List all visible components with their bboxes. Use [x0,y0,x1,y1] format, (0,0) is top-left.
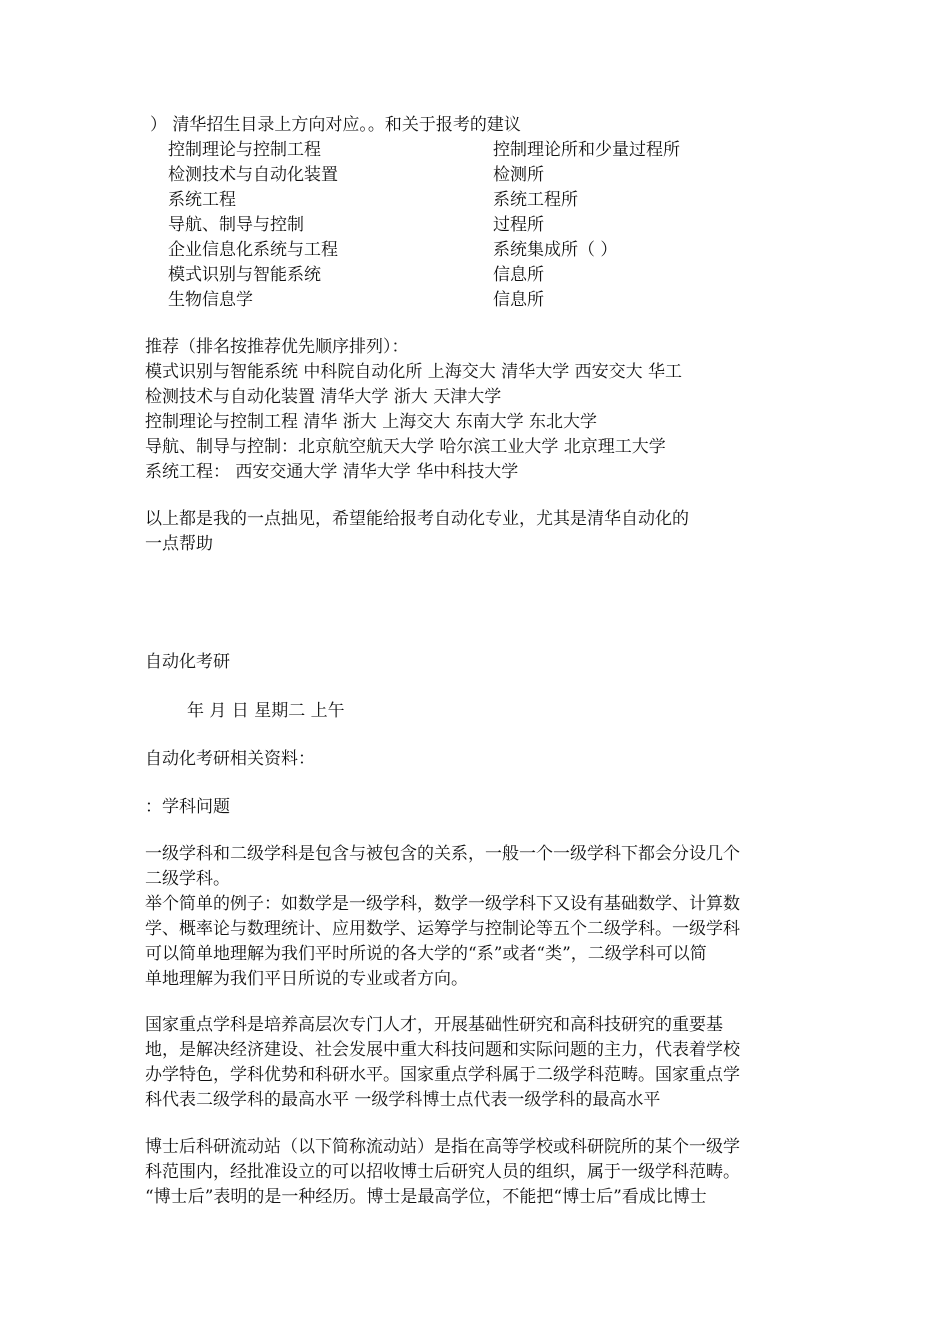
direction-name: 模式识别与智能系统 [168,265,321,285]
date-line: 年 月 日 星期二 上午 [187,701,345,721]
recommend-heading: 推荐（排名按推荐优先顺序排列）： [145,337,409,357]
direction-name: 系统工程 [168,190,236,210]
paragraph-postdoc [145,1135,740,1210]
direction-name: 检测技术与自动化装置 [168,165,338,185]
paragraph-subject-levels [145,842,740,992]
paragraph-line: 科代表二级学科的最高水平 一级学科博士点代表一级学科的最高水平 [145,1090,661,1110]
institute-name: 过程所 [493,215,544,235]
paragraph-line: 可以简单地理解为我们平时所说的各大学的“系”或者“类”，二级学科可以简 [145,944,707,964]
recommend-line: 模式识别与智能系统 中科院自动化所 上海交大 清华大学 西安交大 华工 [145,362,683,382]
closing-line: 一点帮助 [145,534,213,554]
recommend-line: 控制理论与控制工程 清华 浙大 上海交大 东南大学 东北大学 [145,412,598,432]
paragraph-line: 国家重点学科是培养高层次专门人才，开展基础性研究和高科技研究的重要基 [145,1015,723,1035]
section-title: 自动化考研 [145,652,230,672]
paragraph-line: 地，是解决经济建设、社会发展中重大科技问题和实际问题的主力，代表着学校 [145,1040,740,1060]
paragraph-line: 举个简单的例子：如数学是一级学科，数学一级学科下又设有基础数学、计算数 [145,894,740,914]
paragraph-line: 科范围内，经批准设立的可以招收博士后研究人员的组织，属于一级学科范畴。 [145,1162,740,1182]
institute-name: 系统工程所 [493,190,578,210]
institute-name: 检测所 [493,165,544,185]
direction-name: 企业信息化系统与工程 [168,240,338,260]
recommend-line: 导航、制导与控制：北京航空航天大学 哈尔滨工业大学 北京理工大学 [145,437,666,457]
paragraph-line: 办学特色，学科优势和科研水平。国家重点学科属于二级学科范畴。国家重点学 [145,1065,740,1085]
paragraph-line: 一级学科和二级学科是包含与被包含的关系，一般一个一级学科下都会分设几个 [145,844,740,864]
paragraph-line: “博士后”表明的是一种经历。博士是最高学位，不能把“博士后”看成比博士 [145,1187,707,1207]
recommend-line: 系统工程： 西安交通大学 清华大学 华中科技大学 [145,462,519,482]
paragraph-line: 单地理解为我们平日所说的专业或者方向。 [145,969,468,989]
institute-name: 系统集成所（ ） [493,240,618,260]
institute-name: 信息所 [493,265,544,285]
direction-name: 控制理论与控制工程 [168,140,321,160]
closing-line: 以上都是我的一点拙见，希望能给报考自动化专业，尤其是清华自动化的 [145,509,689,529]
direction-name: 导航、制导与控制 [168,215,304,235]
topic-heading: ：学科问题 [145,797,230,817]
paragraph-key-disciplines [145,1013,740,1113]
recommend-line: 检测技术与自动化装置 清华大学 浙大 天津大学 [145,387,502,407]
section-subtitle: 自动化考研相关资料： [145,749,315,769]
paragraph-line: 二级学科。 [145,869,230,889]
institute-name: 控制理论所和少量过程所 [493,140,680,160]
paragraph-line: 学、概率论与数理统计、应用数学、运筹学与控制论等五个二级学科。一级学科 [145,919,740,939]
paragraph-line: 博士后科研流动站（以下简称流动站）是指在高等学校或科研院所的某个一级学 [145,1137,740,1157]
direction-name: 生物信息学 [168,290,253,310]
intro-line: ） 清华招生目录上方向对应。。和关于报考的建议 [150,115,521,135]
institute-name: 信息所 [493,290,544,310]
